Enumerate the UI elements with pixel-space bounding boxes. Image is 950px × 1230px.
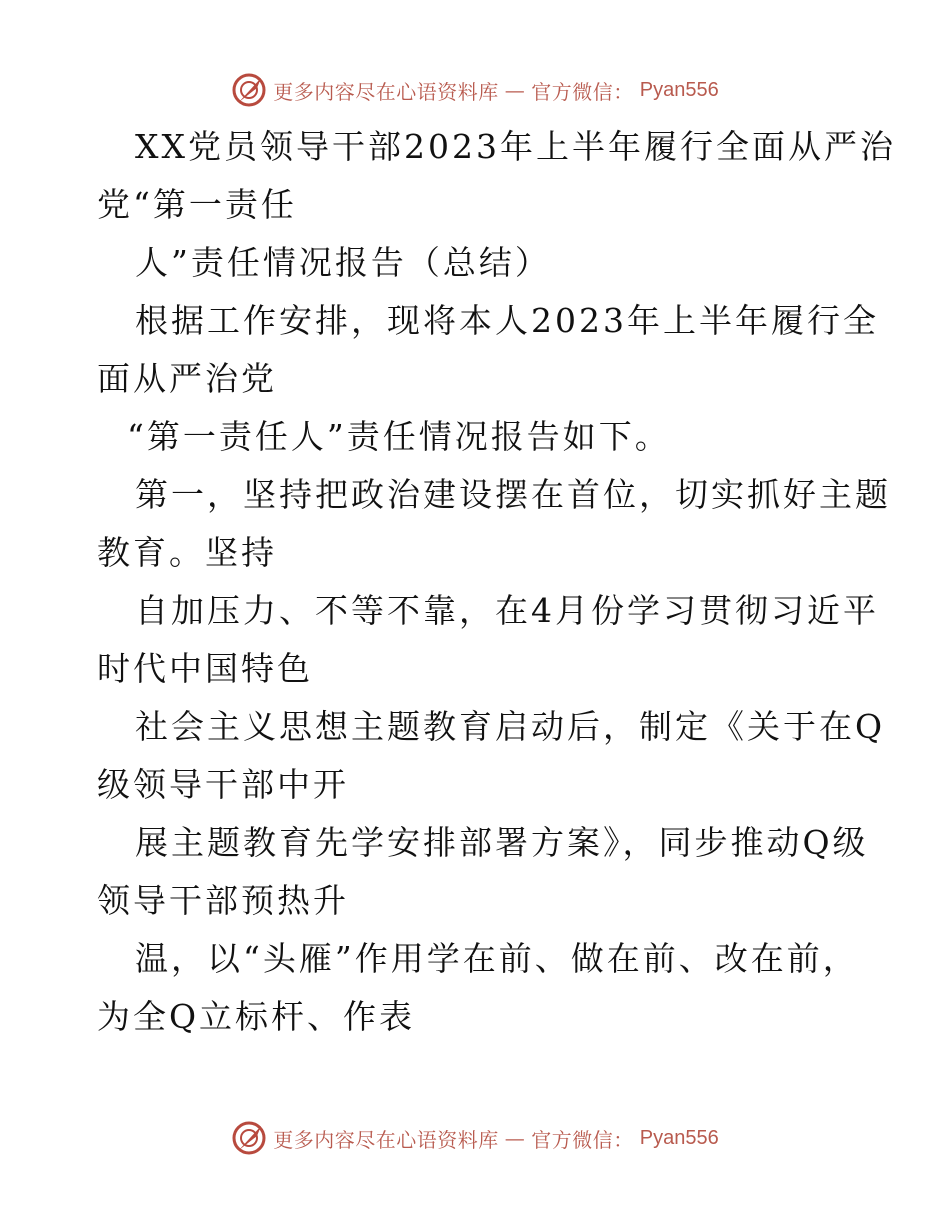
paragraph-line: 领导干部预热升 [97,881,349,920]
title-line-1: XX党员领导干部2023年上半年履行全面从严治 [135,127,896,166]
title-line-3: 人”责任情况报告（总结） [135,243,551,282]
paragraph-line: 温，以“头雁”作用学在前、做在前、改在前， [135,939,859,978]
watermark-wechat-id: Pyan556 [639,1126,719,1149]
paragraph-line: 级领导干部中开 [97,765,349,804]
paragraph-line: 第一，坚持把政治建设摆在首位，切实抓好主题 [135,475,891,514]
watermark-site-text: 更多内容尽在心语资料库 [273,79,499,104]
watermark-wechat-label: 官方微信： [531,1127,634,1152]
title-line-2: 党“第一责任 [97,185,297,224]
header-watermark [0,70,950,110]
paragraph-line: 为全Q立标杆、作表 [97,997,416,1036]
paragraph-line: 根据工作安排，现将本人2023年上半年履行全 [135,301,879,340]
paragraph-line: 面从严治党 [97,359,277,398]
document-body [97,118,896,1046]
watermark-wechat-label: 官方微信： [531,79,634,104]
watermark-wechat-id: Pyan556 [639,78,719,101]
footer-watermark [0,1118,950,1158]
quill-logo-icon [231,72,267,108]
quill-logo-icon [231,1120,267,1156]
paragraph-line: 自加压力、不等不靠，在4月份学习贯彻习近平 [135,591,879,630]
watermark-dash: — [504,1126,526,1150]
watermark-dash: — [504,78,526,102]
paragraph-line: 展主题教育先学安排部署方案》，同步推动Q级 [135,823,869,862]
paragraph-line: 社会主义思想主题教育启动后，制定《关于在Q [135,707,886,746]
watermark-site-text: 更多内容尽在心语资料库 [273,1127,499,1152]
paragraph-line: 时代中国特色 [97,649,313,688]
paragraph-line: “第一责任人”责任情况报告如下。 [127,417,671,456]
paragraph-line: 教育。坚持 [97,533,277,572]
